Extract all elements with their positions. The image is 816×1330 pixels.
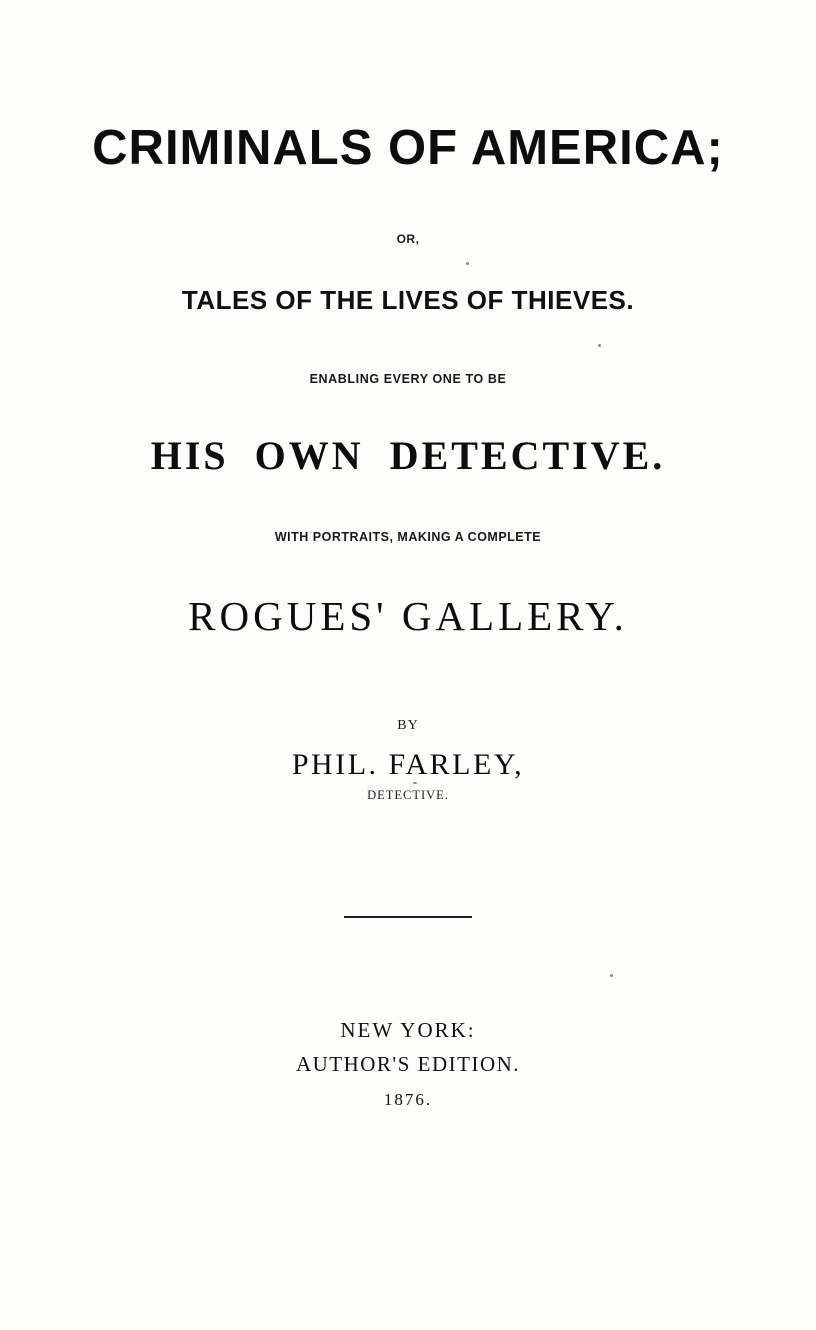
- detective-heading: [0, 432, 816, 479]
- divider-rule: [344, 916, 472, 918]
- scan-speck: [413, 782, 417, 784]
- or-label: OR,: [396, 232, 420, 246]
- imprint-edition: AUTHOR'S EDITION.: [295, 1052, 521, 1076]
- tagline-enabling: ENABLING EVERY ONE TO BE: [309, 372, 507, 386]
- tagline-portraits: WITH PORTRAITS, MAKING A COMPLETE: [274, 530, 542, 544]
- detective-word-his: HIS: [150, 433, 229, 478]
- imprint-city: NEW YORK:: [340, 1018, 476, 1042]
- rogues-gallery-heading: ROGUES' GALLERY.: [188, 593, 628, 639]
- author-role: DETECTIVE.: [367, 788, 449, 802]
- book-title-text: CRIMINALS OF AMERICA;: [92, 121, 724, 175]
- book-subtitle: TALES OF THE LIVES OF THIEVES.: [181, 285, 635, 315]
- scan-speck: [598, 344, 601, 347]
- by-label: BY: [397, 718, 419, 733]
- author-name: PHIL. FARLEY,: [291, 748, 525, 781]
- book-title: [0, 120, 816, 176]
- divider-rule-wrap: [0, 908, 816, 926]
- detective-word-own: OWN: [254, 433, 364, 478]
- scan-speck: [610, 974, 613, 977]
- imprint-year: 1876.: [383, 1090, 433, 1109]
- scan-speck: [466, 262, 469, 265]
- detective-word-detective: DETECTIVE.: [389, 433, 666, 478]
